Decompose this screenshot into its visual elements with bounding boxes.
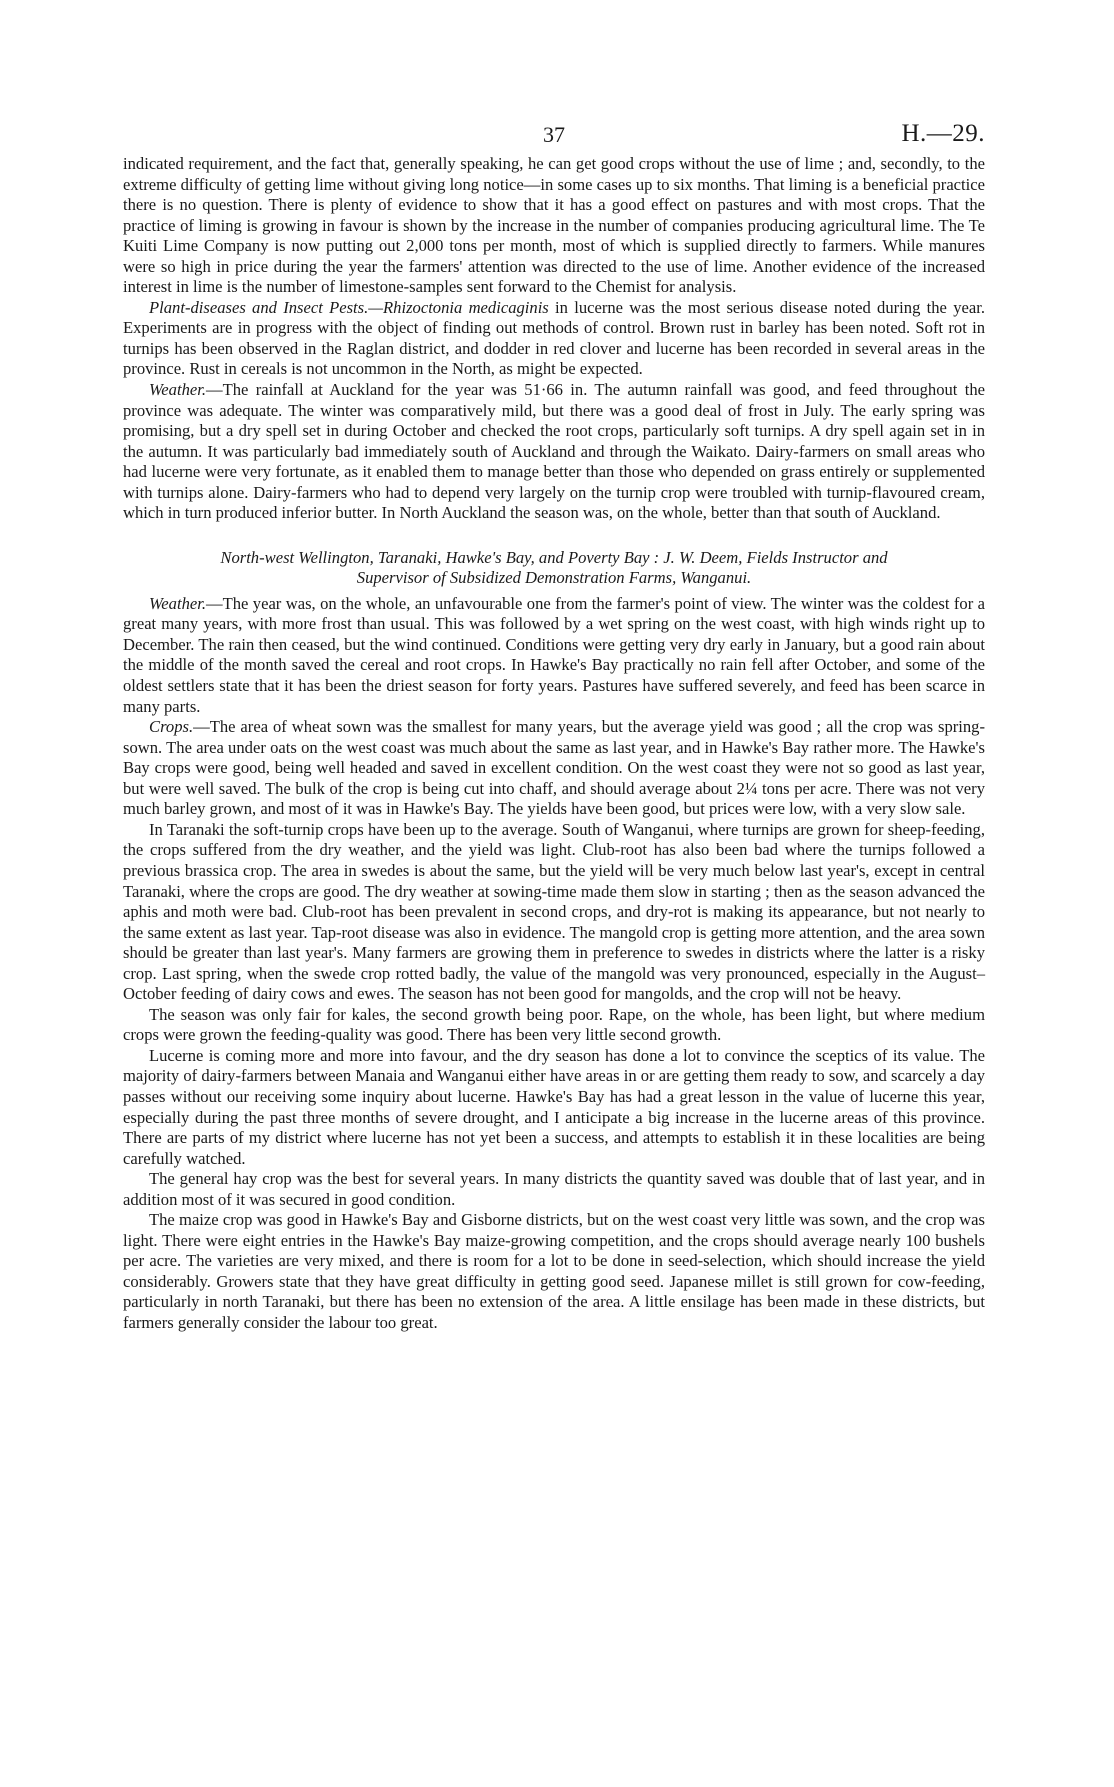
section-heading-line-2: Supervisor of Subsidized Demonstration Farms, Wanganui. xyxy=(356,568,752,588)
paragraph-crops xyxy=(123,717,985,820)
paragraph-weather-auckland xyxy=(123,380,985,524)
paragraph-kales: The season was only fair for kales, the second growth being poor. Rape, on the whole, has been light, but where medium crops were grown the feeding-quality was good. There has been very little second growth. xyxy=(123,1004,985,1045)
crops-text: —The area of wheat sown was the smallest for many years, but the average yield was good ; all the crop was spring-sown. The area under oats on the west coast was much about the same as last year, and in Hawke's Bay rather more. The Hawke's Bay crops were good, being well headed and saved in excellent condition. On the west coast they were not so good as last year, but were well saved. The bulk of the crop is being cut into chaff, and should average about 2¼ tons per acre. There was not very much barley grown, and most of it was in Hawke's Bay. The yields have been good, but prices were low, with a very slow sale. xyxy=(123,717,985,819)
paragraph-hay: The general hay crop was the best for several years. In many districts the quantity saved was double that of last year, and in addition most of it was secured in good condition. xyxy=(123,1169,985,1209)
pests-text: in lucerne was the most serious disease noted during the year. Experiments are in progress with the object of finding out methods of control. Brown rust in barley has been noted. Soft rot in turnips has been observed in the Raglan district, and dodder in red clover and lucerne has been recorded in several areas in the province. Rust in cereals is not uncommon in the North, as might be expected. xyxy=(123,297,985,379)
section-weather-text: —The year was, on the whole, an unfavourable one from the farmer's point of view. The winter was the coldest for a great many years, with more frost than usual. This was followed by a wet spring on the west coast, with high winds right up to December. The rain then ceased, but the wind continued. Conditions were getting very dry early in January, but a good rain about the middle of the month saved the cereal and root crops. In Hawke's Bay practically no rain fell after October, and some of the oldest settlers state that it has been the driest season for forty years. Pastures have suffered severely, and feed has been scarce in many parts. xyxy=(123,593,985,716)
paragraph-turnips: In Taranaki the soft-turnip crops have been up to the average. South of Wanganui, where turnips are grown for sheep-feeding, the crops suffered from the dry weather, and the yield was light. Club-root has also been bad where the turnips followed a previous brassica crop. The area in swedes is about the same, but the yield will be very much below last year's, except in central Taranaki, where the crops are good. The dry weather at sowing-time made them slow in starting ; then as the season advanced the aphis and moth were bad. Club-root has been prevalent in second crops, and dry-rot is making its appearance, but not nearly to the same extent as last year. Tap-root disease was also in evidence. The mangold crop is getting more attention, and the area sown should be greater than last year's. Many farmers are growing them in preference to swedes in districts where the latter is a risky crop. Last spring, when the swede crop rotted badly, the value of the mangold was very pronounced, especially in the August–October feeding of dairy cows and ewes. The season has not been good for mangolds, and the crop will not be heavy. xyxy=(123,819,985,1004)
weather-label: Weather. xyxy=(149,380,206,400)
page-number: 37 xyxy=(543,122,565,147)
pests-label: Plant-diseases and Insect Pests.—Rhizoctonia medicaginis xyxy=(149,297,549,317)
section-heading xyxy=(123,548,985,589)
paragraph-weather-wanganui xyxy=(123,594,985,717)
paragraph-lime: indicated requirement, and the fact that, generally speaking, he can get good crops without the use of lime ; and, secondly, to the extreme difficulty of getting lime without giving long notice—in some cases up to six months. That liming is a beneficial practice there is no question. There is plenty of evidence to show that it has a good effect on pastures and with most crops. That the practice of liming is growing in favour is shown by the increase in the number of companies producing agricultural lime. The Te Kuiti Lime Company is now putting out 2,000 tons per month, most of which is supplied directly to farmers. While manures were so high in price during the year the farmers' attention was directed to the use of lime. Another evidence of the increased interest in lime is the number of limestone-samples sent forward to the Chemist for analysis. xyxy=(123,154,985,297)
paragraph-pests xyxy=(123,298,985,380)
body-text xyxy=(123,154,985,1334)
page-header xyxy=(123,118,985,154)
weather-text: —The rainfall at Auckland for the year was 51·66 in. The autumn rainfall was good, and feed throughout the province was adequate. The winter was comparatively mild, but there was a good deal of frost in July. The early spring was promising, but a dry spell set in during October and checked the root crops, particularly soft turnips. A dry spell again set in in the autumn. It was particularly bad immediately south of Auckland and through the Waikato. Dairy-farmers on small areas who had lucerne were very fortunate, as it enabled them to manage better than those who depended on grass entirely or supplemented with turnips alone. Dairy-farmers who had to depend very largely on the turnip crop were troubled with turnip-flavoured cream, which in turn produced inferior butter. In North Auckland the season was, on the whole, better than that south of Auckland. xyxy=(123,380,985,523)
paragraph-lucerne: Lucerne is coming more and more into favour, and the dry season has done a lot to convince the sceptics of its value. The majority of dairy-farmers between Manaia and Wanganui either have areas in or are getting them ready to sow, and scarcely a day passes without our receiving some inquiry about lucerne. Hawke's Bay has had a great lesson in the value of lucerne this year, especially during the past three months of severe drought, and I anticipate a big increase in the lucerne areas of this province. There are parts of my district where lucerne has not yet been a success, and attempts to establish it in these localities are being carefully watched. xyxy=(123,1045,985,1168)
section-heading-line-1: North-west Wellington, Taranaki, Hawke's Bay, and Poverty Bay : J. W. Deem, Fields Instructor and xyxy=(220,547,888,567)
document-page xyxy=(123,118,985,1334)
crops-label: Crops. xyxy=(149,717,194,737)
section-weather-label: Weather. xyxy=(149,593,206,613)
document-code: H.—29. xyxy=(901,120,985,147)
paragraph-maize: The maize crop was good in Hawke's Bay and Gisborne districts, but on the west coast very little was sown, and the crop was light. There were eight entries in the Hawke's Bay maize-growing competition, and the crops should average nearly 100 bushels per acre. The varieties are very mixed, and there is room for a lot to be done in seed-selection, which should increase the yield considerably. Growers state that they have great difficulty in getting good seed. Japanese millet is still grown for cow-feeding, particularly in north Taranaki, but there has been no extension of the area. A little ensilage has been made in these districts, but farmers generally consider the labour too great. xyxy=(123,1210,985,1332)
